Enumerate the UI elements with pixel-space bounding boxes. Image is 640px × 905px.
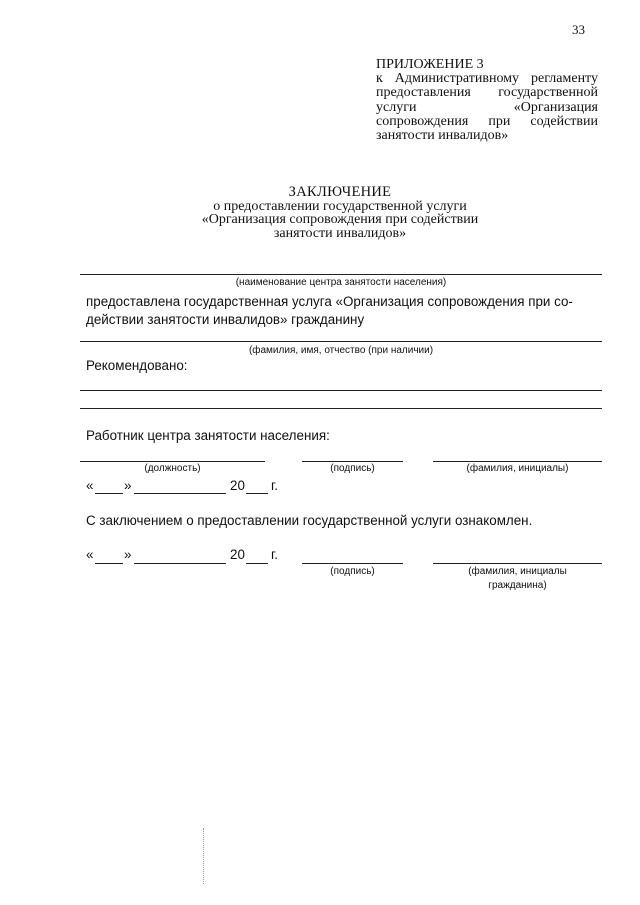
citizen-surname-caption-1: (фамилия, инициалы — [468, 566, 567, 577]
heading-line-2: «Организация сопровождения при содействии — [201, 212, 479, 227]
signature-caption: (подпись) — [330, 463, 375, 474]
document-title: ЗАКЛЮЧЕНИЕ — [288, 184, 392, 200]
date-close-quote-2: » — [124, 547, 132, 562]
citizen-surname-field-line[interactable] — [433, 563, 602, 564]
appendix-body: к Административному регламенту предоставления государственной услуги «Организация сопровождения при содействии занятости инвалидов» — [376, 71, 598, 144]
signature-field-line[interactable] — [302, 461, 403, 462]
surname-caption: (фамилия, инициалы) — [466, 463, 569, 474]
scan-artifact-dotted-line — [203, 828, 204, 884]
year-prefix-1: 20 — [230, 478, 245, 493]
date-close-quote-1: » — [124, 478, 132, 493]
year-suffix-1: г. — [271, 478, 278, 493]
citizen-signature-caption: (подпись) — [330, 566, 375, 577]
surname-field-line[interactable] — [433, 461, 602, 462]
heading-line-3: занятости инвалидов» — [273, 225, 407, 241]
center-name-caption: (наименование центра занятости населения) — [235, 277, 447, 288]
citizen-signature-field-line[interactable] — [302, 563, 403, 564]
appendix-title: ПРИЛОЖЕНИЕ 3 — [376, 57, 484, 72]
year-field-1[interactable] — [246, 493, 268, 494]
recommendation-line-2[interactable] — [80, 408, 602, 409]
year-prefix-2: 20 — [230, 547, 245, 562]
worker-label: Работник центра занятости населения: — [86, 428, 330, 443]
citizen-name-field-line[interactable] — [80, 341, 602, 342]
date-open-quote-2: « — [86, 547, 94, 562]
citizen-surname-caption-2: гражданина) — [488, 580, 547, 591]
center-name-field-line[interactable] — [80, 274, 602, 275]
month-field-1[interactable] — [134, 493, 226, 494]
provided-line-1: предоставлена государственная услуга «Организация сопровождения при со- — [86, 294, 573, 309]
recommended-label: Рекомендовано: — [86, 358, 188, 373]
day-field-2[interactable] — [95, 563, 123, 564]
page-number: 33 — [572, 22, 585, 37]
month-field-2[interactable] — [134, 563, 226, 564]
recommendation-line-1[interactable] — [80, 390, 602, 391]
year-field-2[interactable] — [246, 563, 268, 564]
year-suffix-2: г. — [271, 547, 278, 562]
provided-line-2: действии занятости инвалидов» гражданину — [86, 312, 365, 327]
appendix-block — [376, 58, 598, 143]
heading-line-1: о предоставлении государственной услуги — [213, 198, 467, 214]
position-field-line[interactable] — [80, 461, 265, 462]
day-field-1[interactable] — [95, 493, 123, 494]
acquainted-label: С заключением о предоставлении государственной услуги ознакомлен. — [86, 513, 533, 528]
position-caption: (должность) — [144, 463, 201, 474]
document-heading — [150, 186, 530, 240]
date-open-quote-1: « — [86, 478, 94, 493]
citizen-name-caption: (фамилия, имя, отчество (при наличии) — [248, 345, 434, 356]
